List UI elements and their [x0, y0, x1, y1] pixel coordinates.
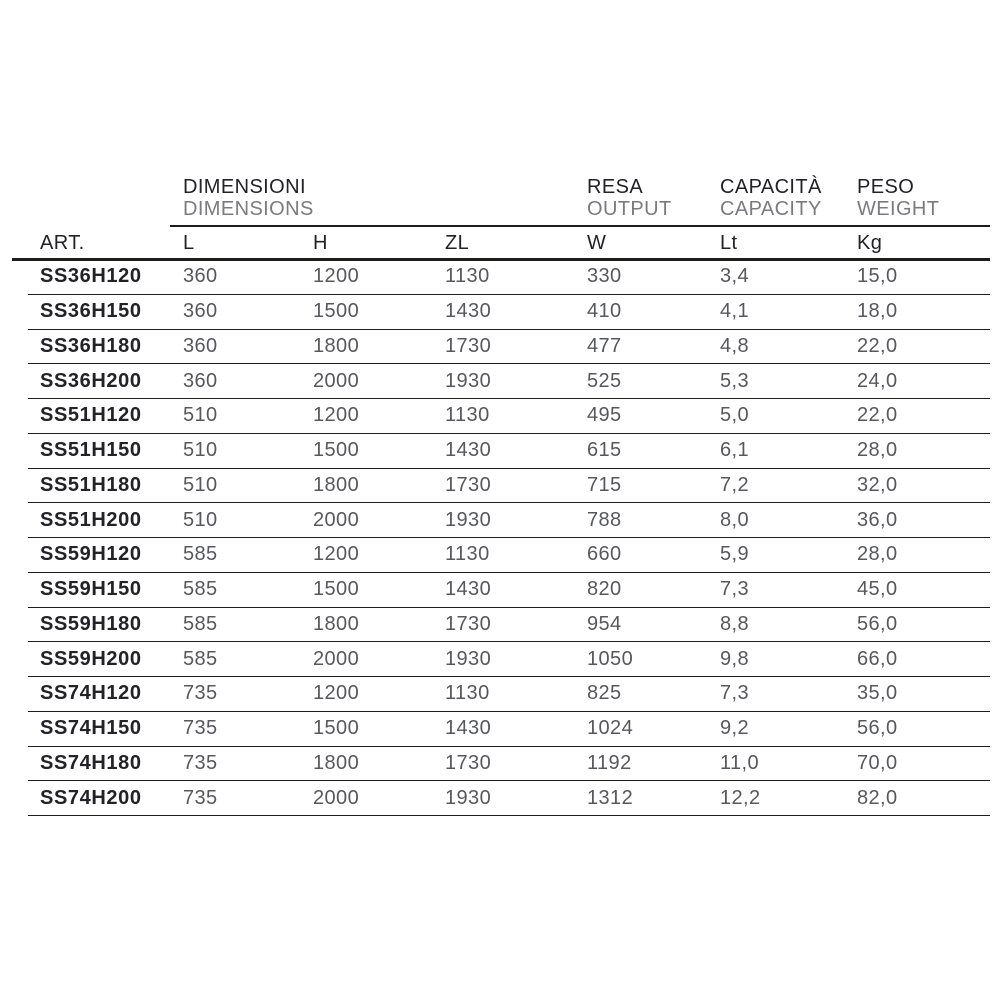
cell-h: 1500: [313, 578, 360, 601]
cell-lt: 5,0: [720, 404, 750, 427]
table-row: [28, 330, 990, 365]
cell-h: 1800: [313, 612, 360, 635]
cell-h: 1800: [313, 473, 360, 496]
cell-lt: 4,1: [720, 300, 750, 323]
cell-l: 735: [183, 682, 218, 705]
table-row: [28, 399, 990, 434]
group-title-peso: PESO: [857, 176, 915, 198]
art-code: SS51H150: [40, 439, 142, 462]
table-row: [28, 677, 990, 712]
group-header-capacity: [720, 172, 857, 226]
cell-l: 735: [183, 786, 218, 809]
cell-w: 1312: [587, 786, 634, 809]
cell-l: 510: [183, 508, 218, 531]
header-separator-line: [12, 258, 990, 261]
cell-zl: 1930: [445, 647, 492, 670]
cell-kg: 56,0: [857, 612, 898, 635]
cell-lt: 9,8: [720, 647, 750, 670]
group-subtitle-dimensions: DIMENSIONS: [183, 198, 314, 220]
cell-l: 360: [183, 300, 218, 323]
cell-kg: 36,0: [857, 508, 898, 531]
art-code: SS36H150: [40, 300, 142, 323]
column-header-l: L: [183, 231, 195, 254]
cell-zl: 1930: [445, 508, 492, 531]
cell-lt: 8,0: [720, 508, 750, 531]
table-row: [28, 503, 990, 538]
cell-w: 788: [587, 508, 622, 531]
cell-kg: 32,0: [857, 473, 898, 496]
cell-zl: 1930: [445, 369, 492, 392]
art-code: SS59H200: [40, 647, 142, 670]
cell-lt: 3,4: [720, 265, 750, 288]
cell-w: 525: [587, 369, 622, 392]
cell-zl: 1730: [445, 473, 492, 496]
table-row: [28, 295, 990, 330]
art-code: SS74H120: [40, 682, 142, 705]
cell-lt: 11,0: [720, 751, 760, 774]
cell-l: 510: [183, 404, 218, 427]
cell-l: 735: [183, 751, 218, 774]
table-group-header-row: [28, 172, 990, 226]
cell-lt: 8,8: [720, 612, 750, 635]
cell-lt: 7,3: [720, 682, 750, 705]
group-subtitle-output: OUTPUT: [587, 198, 672, 220]
group-header-dimensions: [183, 172, 587, 226]
cell-kg: 82,0: [857, 786, 898, 809]
group-header-weight: [857, 172, 990, 226]
cell-h: 1200: [313, 682, 360, 705]
art-code: SS59H180: [40, 612, 142, 635]
art-code: SS36H180: [40, 334, 142, 357]
cell-kg: 28,0: [857, 439, 898, 462]
art-code: SS74H180: [40, 751, 142, 774]
cell-kg: 22,0: [857, 334, 898, 357]
cell-h: 2000: [313, 508, 360, 531]
cell-h: 2000: [313, 369, 360, 392]
cell-lt: 7,3: [720, 578, 750, 601]
cell-l: 360: [183, 334, 218, 357]
cell-kg: 15,0: [857, 265, 898, 288]
cell-w: 820: [587, 578, 622, 601]
cell-zl: 1930: [445, 786, 492, 809]
column-header-art: ART.: [40, 231, 85, 254]
cell-kg: 56,0: [857, 717, 898, 740]
column-header-w: W: [587, 231, 607, 254]
cell-zl: 1730: [445, 334, 492, 357]
cell-kg: 22,0: [857, 404, 898, 427]
cell-w: 1192: [587, 751, 632, 774]
cell-kg: 35,0: [857, 682, 898, 705]
cell-l: 510: [183, 473, 218, 496]
cell-kg: 70,0: [857, 751, 898, 774]
art-code: SS59H150: [40, 578, 142, 601]
cell-w: 954: [587, 612, 622, 635]
cell-h: 1200: [313, 265, 360, 288]
art-code: SS74H200: [40, 786, 142, 809]
cell-kg: 18,0: [857, 300, 898, 323]
cell-l: 585: [183, 578, 218, 601]
column-header-lt: Lt: [720, 231, 738, 254]
column-header-h: H: [313, 231, 328, 254]
column-header-kg: Kg: [857, 231, 883, 254]
cell-w: 410: [587, 300, 622, 323]
cell-zl: 1430: [445, 300, 492, 323]
cell-h: 1500: [313, 439, 360, 462]
art-code: SS36H200: [40, 369, 142, 392]
art-code: SS51H200: [40, 508, 142, 531]
cell-w: 495: [587, 404, 622, 427]
table-row: [28, 642, 990, 677]
cell-h: 1500: [313, 300, 360, 323]
cell-w: 615: [587, 439, 622, 462]
cell-lt: 12,2: [720, 786, 761, 809]
cell-w: 825: [587, 682, 622, 705]
cell-lt: 7,2: [720, 473, 750, 496]
art-code: SS51H120: [40, 404, 142, 427]
cell-h: 1800: [313, 334, 360, 357]
table-row: [28, 260, 990, 295]
cell-zl: 1730: [445, 751, 492, 774]
cell-lt: 6,1: [720, 439, 750, 462]
cell-w: 660: [587, 543, 622, 566]
cell-zl: 1430: [445, 717, 492, 740]
table-column-header-row: [28, 226, 990, 260]
cell-zl: 1430: [445, 578, 492, 601]
table-row: [28, 608, 990, 643]
cell-l: 360: [183, 369, 218, 392]
cell-h: 1500: [313, 717, 360, 740]
table-row: [28, 538, 990, 573]
table-row: [28, 364, 990, 399]
cell-l: 735: [183, 717, 218, 740]
table-row: [28, 434, 990, 469]
group-subtitle-weight: WEIGHT: [857, 198, 940, 220]
cell-l: 585: [183, 612, 218, 635]
table-body: [28, 260, 990, 816]
cell-l: 510: [183, 439, 218, 462]
column-header-zl: ZL: [445, 231, 470, 254]
cell-h: 2000: [313, 647, 360, 670]
cell-kg: 24,0: [857, 369, 898, 392]
art-code: SS51H180: [40, 473, 142, 496]
cell-h: 1800: [313, 751, 360, 774]
cell-zl: 1130: [445, 543, 490, 566]
cell-zl: 1430: [445, 439, 492, 462]
cell-lt: 5,3: [720, 369, 750, 392]
cell-kg: 45,0: [857, 578, 898, 601]
table-row: [28, 469, 990, 504]
cell-l: 360: [183, 265, 218, 288]
cell-zl: 1130: [445, 404, 490, 427]
cell-w: 1050: [587, 647, 634, 670]
group-title-resa: RESA: [587, 176, 644, 198]
group-title-dimensioni: DIMENSIONI: [183, 176, 306, 198]
cell-zl: 1130: [445, 265, 490, 288]
cell-zl: 1130: [445, 682, 490, 705]
table-row: [28, 573, 990, 608]
cell-w: 1024: [587, 717, 634, 740]
cell-kg: 28,0: [857, 543, 898, 566]
table-row: [28, 712, 990, 747]
cell-l: 585: [183, 543, 218, 566]
art-code: SS36H120: [40, 265, 142, 288]
cell-w: 477: [587, 334, 622, 357]
cell-kg: 66,0: [857, 647, 898, 670]
table-row: [28, 781, 990, 816]
table-row: [28, 747, 990, 782]
cell-w: 715: [587, 473, 622, 496]
group-subtitle-capacity: CAPACITY: [720, 198, 822, 220]
cell-h: 1200: [313, 404, 360, 427]
group-header-output: [587, 172, 720, 226]
cell-zl: 1730: [445, 612, 492, 635]
cell-l: 585: [183, 647, 218, 670]
art-code: SS74H150: [40, 717, 142, 740]
cell-lt: 9,2: [720, 717, 750, 740]
group-title-capacita: CAPACITÀ: [720, 176, 822, 198]
cell-lt: 5,9: [720, 543, 750, 566]
cell-h: 1200: [313, 543, 360, 566]
cell-h: 2000: [313, 786, 360, 809]
cell-lt: 4,8: [720, 334, 750, 357]
art-code: SS59H120: [40, 543, 142, 566]
product-spec-table: [28, 172, 990, 816]
cell-w: 330: [587, 265, 622, 288]
